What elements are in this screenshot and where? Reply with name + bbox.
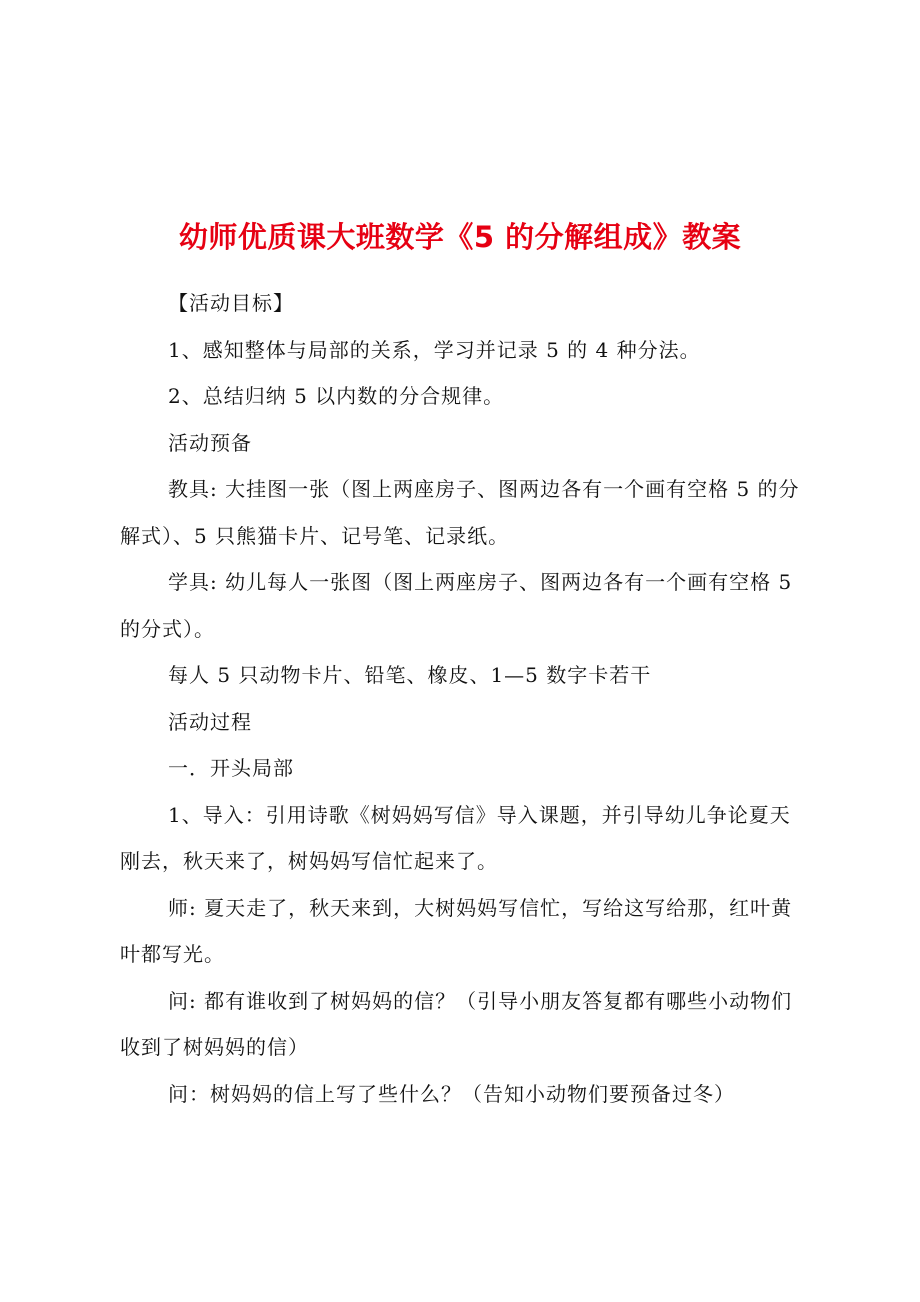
paragraph-question-2: 问：树妈妈的信上写了些什么？（告知小动物们要预备过冬）	[168, 1081, 735, 1106]
paragraph-goal-2: 2、总结归纳 5 以内数的分合规律。	[168, 384, 505, 408]
paragraph-introduction: 1、导入：引用诗歌《树妈妈写信》导入课题，并引导幼儿争论夏天刚去，秋天来了，树妈妈写信忙起来了。	[120, 802, 791, 873]
paragraph-goals-heading: 【活动目标】	[168, 291, 294, 315]
document-body	[120, 280, 810, 1117]
paragraph-goal-1: 1、感知整体与局部的关系，学习并记录 5 的 4 种分法。	[168, 337, 701, 362]
document-title: 幼师优质课大班数学《5 的分解组成》教案	[178, 220, 742, 255]
paragraph-teacher-poem: 师: 夏天走了，秋天来到，大树妈妈写信忙，写给这写给那，红叶黄叶都写光。	[120, 895, 793, 966]
paragraph-question-1: 问: 都有谁收到了树妈妈的信？（引导小朋友答复都有哪些小动物们收到了树妈妈的信）	[120, 988, 793, 1059]
paragraph-materials: 每人 5 只动物卡片、铅笔、橡皮、1—5 数字卡若干	[168, 663, 652, 687]
paragraph-process-heading: 活动过程	[168, 709, 252, 734]
paragraph-opening-section: 一．开头局部	[168, 756, 294, 780]
paragraph-learning-aids: 学具: 幼儿每人一张图（图上两座房子、图两边各有一个画有空格 5 的分式）。	[120, 570, 793, 641]
paragraph-preparation-heading: 活动预备	[168, 430, 252, 455]
paragraph-teaching-aids: 教具: 大挂图一张（图上两座房子、图两边各有一个画有空格 5 的分解式）、5 只熊猫卡片、记号笔、记录纸。	[120, 477, 800, 548]
